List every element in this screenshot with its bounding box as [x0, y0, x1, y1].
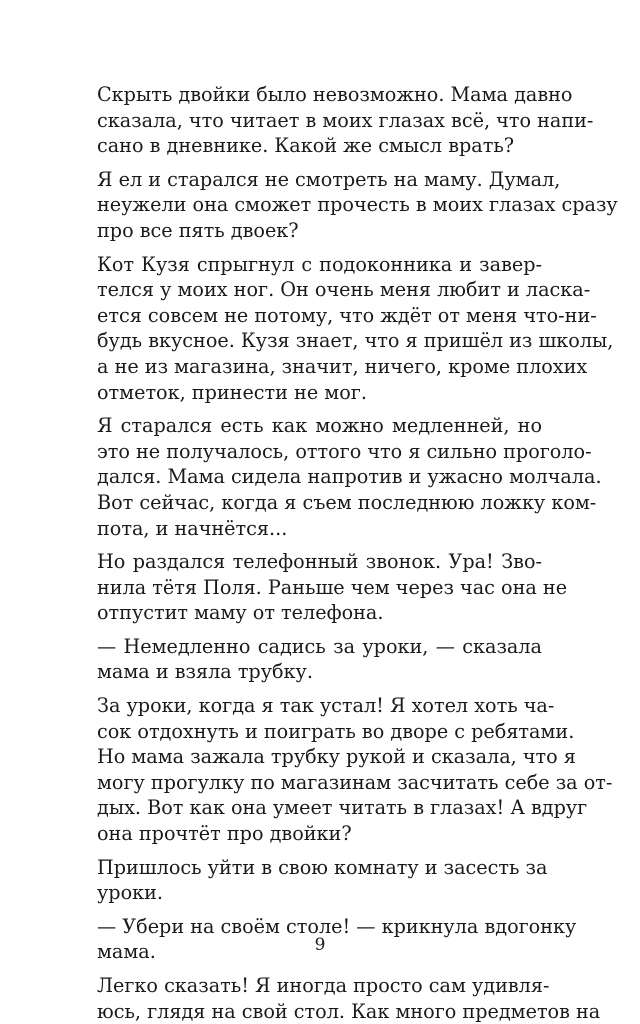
text-line: юсь, глядя на свой стол. Как много предметов на — [97, 999, 601, 1023]
paragraph — [97, 634, 542, 685]
text-line: сказала, что читает в моих глазах всё, что напи- — [97, 108, 594, 132]
paragraph — [97, 252, 614, 406]
text-line: — Убери на своём столе! — крикнула вдогонку — [97, 914, 577, 938]
text-line: будь вкусное. Кузя знает, что я пришёл из школы, — [97, 329, 614, 353]
text-line: а не из магазина, значит, ничего, кроме плохих — [97, 354, 588, 378]
text-line: про все пять двоек? — [97, 218, 299, 242]
text-line: Вот сейчас, когда я съем последнюю ложку ком- — [97, 490, 597, 514]
paragraph — [97, 167, 618, 244]
paragraph — [97, 82, 594, 159]
text-line: — Немедленно садись за уроки, — сказала — [97, 634, 542, 658]
paragraph — [97, 973, 601, 1024]
text-line: Я ел и старался не смотреть на маму. Думал, — [97, 167, 561, 191]
text-line: дался. Мама сидела напротив и ужасно молчала. — [97, 465, 602, 489]
text-line: могу прогулку по магазинам засчитать себе за от- — [97, 770, 613, 794]
text-line: Пришлось уйти в свою комнату и засесть за — [97, 855, 548, 879]
text-line: неужели она сможет прочесть в моих глазах сразу — [97, 193, 618, 217]
paragraph — [97, 855, 548, 906]
text-line: сок отдохнуть и поиграть во дворе с ребятами. — [97, 719, 575, 743]
text-line: пота, и начнётся... — [97, 516, 288, 540]
text-line: За уроки, когда я так устал! Я хотел хоть ча- — [97, 694, 555, 718]
text-line: телся у моих ног. Он очень меня любит и ласка- — [97, 278, 591, 302]
paragraph — [97, 549, 568, 626]
text-line: ется совсем не потому, что ждёт от меня что-ни- — [97, 303, 597, 327]
text-line: дых. Вот как она умеет читать в глазах! А вдруг — [97, 796, 588, 820]
text-line: Но раздался телефонный звонок. Ура! Зво- — [97, 550, 542, 574]
text-line: Скрыть двойки было невозможно. Мама давно — [97, 83, 573, 106]
page-number: 9 — [314, 935, 326, 955]
text-line: это не получалось, оттого что я сильно прогoло- — [97, 439, 592, 463]
text-line: Кот Кузя спрыгнул с подоконника и завер- — [97, 252, 542, 276]
text-line: Я старался есть как можно медленней, но — [97, 414, 542, 438]
paragraph — [97, 693, 613, 847]
text-line: Но мама зажала трубку рукой и сказала, что я — [97, 745, 576, 769]
text-line: отпустит маму от телефона. — [97, 601, 384, 625]
text-line: отметок, принести не мог. — [97, 380, 367, 404]
text-line: сано в дневнике. Какой же смысл врать? — [97, 134, 515, 158]
paragraph — [97, 413, 602, 541]
text-line: уроки. — [97, 881, 164, 905]
page-text — [97, 82, 618, 1024]
text-line: Легко сказать! Я иногда просто сам удивля- — [97, 974, 550, 997]
text-line: нила тётя Поля. Раньше чем через час она не — [97, 575, 568, 599]
text-line: мама и взяла трубку. — [97, 660, 313, 684]
text-line: мама. — [97, 940, 156, 964]
text-line: она прочтёт про двойки? — [97, 822, 352, 846]
